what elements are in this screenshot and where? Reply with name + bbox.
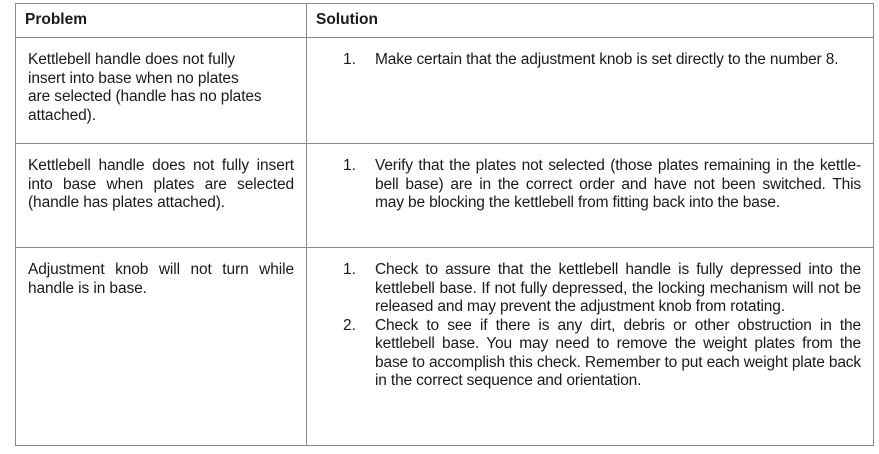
step-text: Check to see if there is any dirt, debris or other obstruction in the kettlebell base. You may need to remove the weight plates from the base to accomplish this check. Remember to put each weight plate back in the correct sequence and orientation.: [375, 316, 861, 389]
problem-line: are selected (handle has no plates: [28, 88, 262, 105]
problem-line: Kettlebell handle does not fully: [28, 51, 236, 68]
step-number: 1.: [343, 51, 356, 68]
step-text: Check to assure that the kettlebell handle is fully depressed into the kettlebell base. If not fully depressed, the locking mechanism will not be released and may prevent the adjustment knob from rotating.: [375, 261, 861, 315]
solution-cell: [307, 144, 874, 248]
solution-step: [343, 157, 861, 213]
problem-cell: [16, 144, 307, 248]
troubleshooting-table: [15, 3, 874, 446]
table-row: [16, 144, 874, 248]
step-text: Verify that the plates not selected (those plates remaining in the kettle-bell base) are in the correct order and have not been switched. This may be blocking the kettlebell from fitting back into the base.: [375, 157, 861, 211]
solution-column-header: Solution: [307, 4, 874, 38]
step-number: 1.: [343, 261, 356, 278]
problem-column-header: Problem: [16, 4, 307, 38]
problem-text: Adjustment knob will not turn while handle is in base.: [28, 261, 294, 297]
table-row: [16, 248, 874, 446]
problem-cell: [16, 248, 307, 446]
solution-steps: [343, 157, 861, 213]
table-header-row: [16, 4, 874, 38]
table-row: [16, 38, 874, 144]
step-text: Make certain that the adjustment knob is set directly to the number 8.: [375, 51, 839, 68]
problem-text: [28, 51, 294, 125]
step-number: 2.: [343, 316, 356, 334]
problem-line: attached).: [28, 106, 96, 124]
solution-step: [343, 261, 861, 317]
solution-cell: [307, 248, 874, 446]
solution-cell: [307, 38, 874, 144]
solution-step: [343, 51, 861, 70]
problem-line: insert into base when no plates: [28, 69, 239, 87]
solution-steps: [343, 51, 861, 70]
problem-text: Kettlebell handle does not fully insert into base when plates are selected (handle has plates attached).: [28, 157, 294, 211]
solution-steps: [343, 261, 861, 391]
step-number: 1.: [343, 157, 356, 174]
solution-step: [343, 317, 861, 391]
problem-cell: [16, 38, 307, 144]
